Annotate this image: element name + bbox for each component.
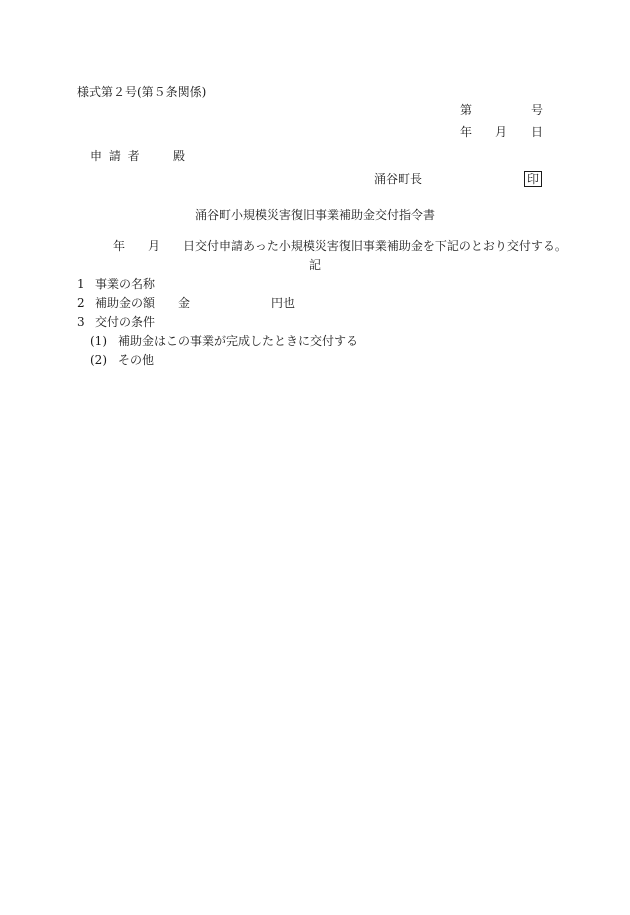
item-2-number: 2 [77, 296, 85, 310]
item-1-number: 1 [77, 277, 85, 291]
form-label: 様式第２号(第５条関係) [77, 85, 207, 99]
addressee-label: 申 請 者 [90, 149, 140, 163]
addressee-honorific: 殿 [173, 149, 186, 163]
item-2-label: 補助金の額 [95, 296, 156, 310]
item-2-yen: 円也 [271, 296, 296, 310]
item-1-label: 事業の名称 [95, 277, 156, 291]
condition-1-number: (1) [90, 334, 107, 348]
item-3-number: 3 [77, 315, 85, 329]
body-year: 年 [113, 239, 126, 253]
condition-1-text: 補助金はこの事業が完成したときに交付する [118, 334, 359, 348]
ki-heading: 記 [309, 258, 322, 272]
item-3-label: 交付の条件 [95, 315, 156, 329]
doc-number-prefix: 第 [460, 103, 473, 117]
date-day: 日 [531, 125, 544, 139]
condition-2-number: (2) [90, 353, 107, 367]
document-title: 涌谷町小規模災害復旧事業補助金交付指令書 [195, 208, 436, 222]
body-month: 月 [148, 239, 161, 253]
seal-mark [524, 171, 542, 187]
seal-label: 印 [524, 171, 542, 187]
body-text: 日交付申請あった小規模災害復旧事業補助金を下記のとおり交付する。 [183, 239, 567, 253]
issuer-name: 涌谷町長 [374, 172, 423, 186]
item-2-kin: 金 [178, 296, 191, 310]
doc-number-suffix: 号 [531, 103, 544, 117]
date-year: 年 [460, 125, 473, 139]
condition-2-text: その他 [118, 353, 155, 367]
date-month: 月 [495, 125, 508, 139]
